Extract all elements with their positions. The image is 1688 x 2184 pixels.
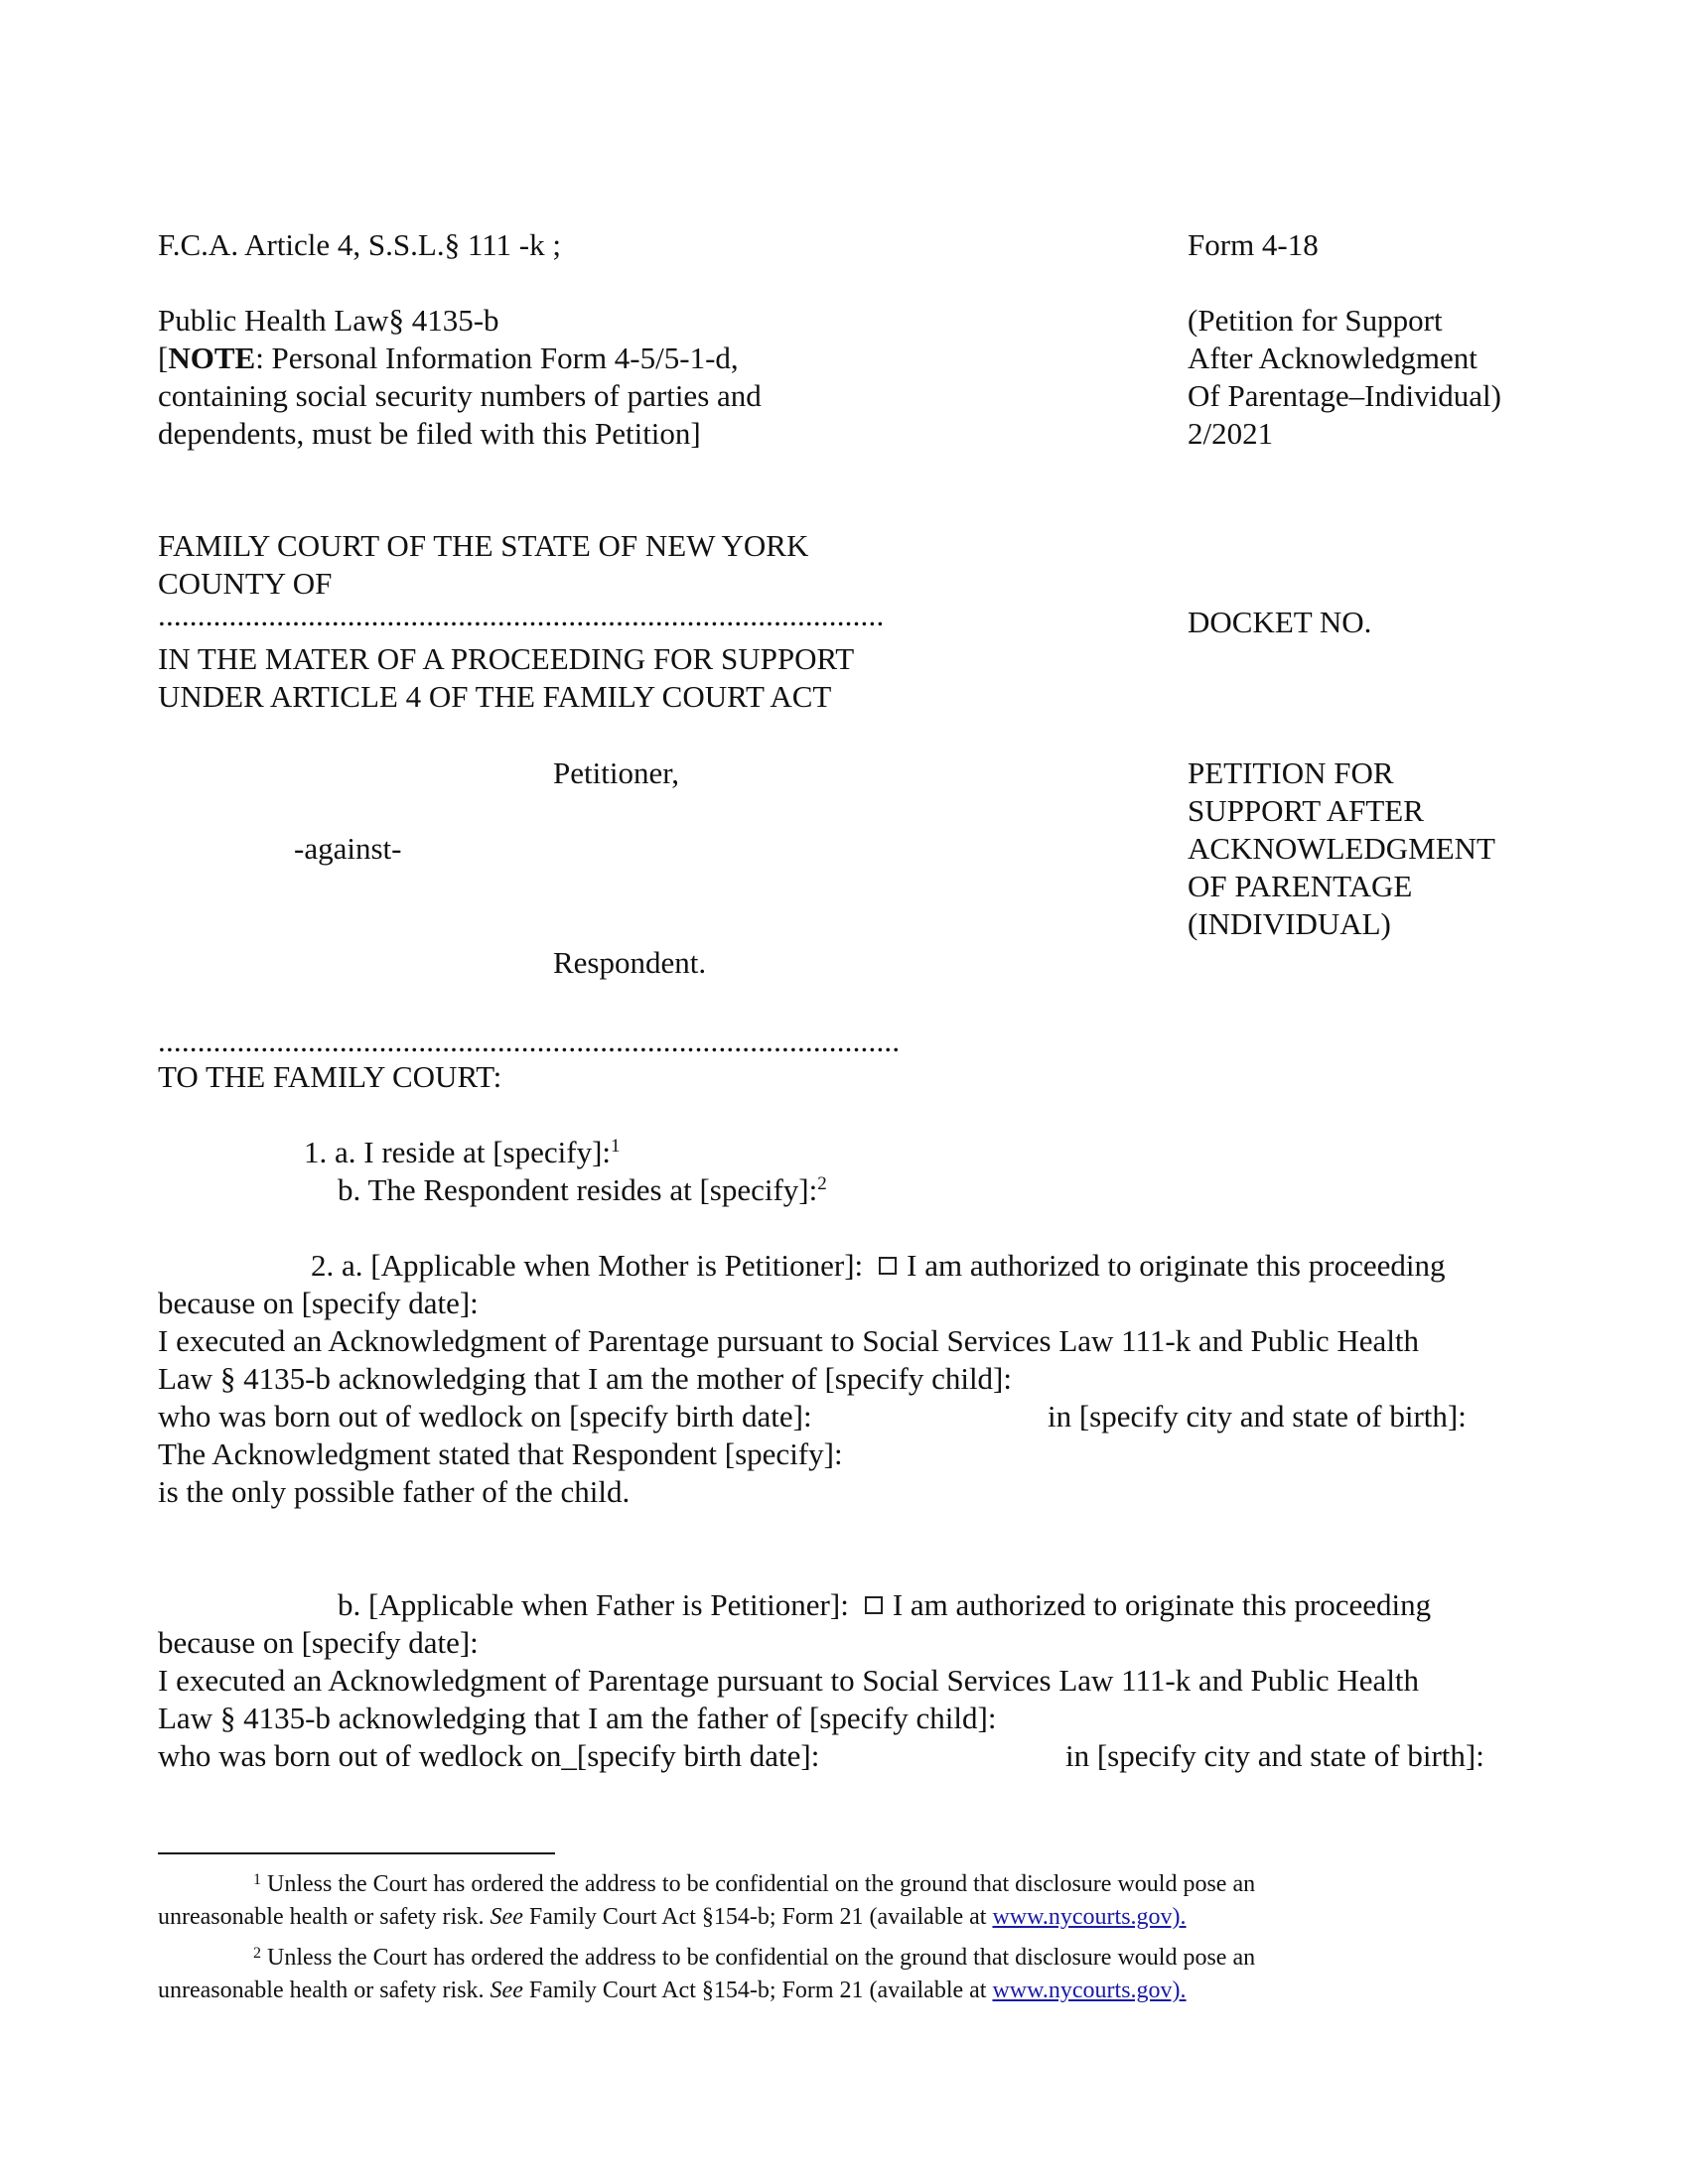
para-1b: b. The Respondent resides at [specify]:$^2$ — [338, 1172, 827, 1207]
petition-title-line: PETITION FOR — [1188, 755, 1394, 790]
petition-title-line: (INDIVIDUAL) — [1188, 906, 1391, 941]
caption-dotted-line-bottom: .............................................................................................. — [158, 1024, 901, 1058]
public-health-law: Public Health Law§ 4135-b — [158, 303, 499, 338]
note-line-2: containing social security numbers of parties and — [158, 378, 762, 413]
petition-title-line: OF PARENTAGE — [1188, 869, 1413, 903]
petition-title-line: SUPPORT AFTER — [1188, 793, 1424, 828]
matter-line-1: IN THE MATER OF A PROCEEDING FOR SUPPORT — [158, 641, 855, 676]
footnote-2: $^2$ Unless the Court has ordered the address to be confidential on the ground that disclosure would pose an unreasonable health or safety risk. See Family Court Act §154-b; Form 21 (available at www.nycourts.gov). — [158, 1945, 1256, 2003]
nycourts-link[interactable]: www.nycourts.gov). — [992, 1978, 1187, 2003]
birth-line: who was born out of wedlock on [specify birth date]: in [specify city and state of birth]: — [158, 1399, 1467, 1433]
form-number: Form 4-18 — [1188, 227, 1319, 262]
para-2a-lead: 2. a. [Applicable when Mother is Petitioner]: I am authorized to originate this proceeding — [311, 1248, 1446, 1283]
form-desc-line: After Acknowledgment — [1188, 341, 1477, 375]
mother-authorized-checkbox[interactable] — [879, 1257, 897, 1275]
footnote-ref-1: 1 — [611, 1136, 621, 1157]
form-desc-line: (Petition for Support — [1188, 303, 1443, 338]
note-line-1: [NOTE: Personal Information Form 4-5/5-1-d, — [158, 341, 739, 375]
para-2b-body: because on [specify date]: I executed an Acknowledgment of Parentage pursuant to Social Services Law 111-k and Public Health Law § 4135-b acknowledging that I am the father of [specify child]: who was born out of wedlock on_[specify birth date]: in [specify city and state of birth]: — [158, 1625, 1484, 1773]
form-description — [1188, 302, 1501, 453]
matter-line-2: UNDER ARTICLE 4 OF THE FAMILY COURT ACT — [158, 679, 832, 714]
matter-heading — [158, 640, 854, 716]
header-left-block — [158, 302, 762, 453]
statute-citation: F.C.A. Article 4, S.S.L.§ 111 -k ; — [158, 227, 561, 262]
court-name: FAMILY COURT OF THE STATE OF NEW YORK — [158, 528, 809, 563]
county-label: COUNTY OF — [158, 566, 333, 601]
footnote-separator — [158, 1852, 555, 1854]
petitioner-label: Petitioner, — [553, 755, 680, 790]
para-2b-lead: b. [Applicable when Father is Petitioner]: I am authorized to originate this proceeding — [338, 1587, 1432, 1622]
form-revision-date: 2/2021 — [1188, 416, 1274, 451]
father-authorized-checkbox[interactable] — [865, 1596, 883, 1614]
form-desc-line: Of Parentage–Individual) — [1188, 378, 1501, 413]
para-2a-body: because on [specify date]: I executed an Acknowledgment of Parentage pursuant to Social Services Law 111-k and Public Health Law § 4135-b acknowledging that I am the mother of [specify child]: who was born out of wedlock on [specify birth date]: in [specify city and state of birth]: The Acknowledgment stated that Respondent [specify]: is the only possible father of the child. — [158, 1286, 1467, 1509]
footnote-ref-2: 2 — [817, 1173, 827, 1194]
court-heading — [158, 527, 808, 603]
note-line-3: dependents, must be filed with this Petition] — [158, 416, 701, 451]
footnote-1: $^1$ Unless the Court has ordered the address to be confidential on the ground that disclosure would pose an unreasonable health or safety risk. See Family Court Act §154-b; Form 21 (available at www.nycourts.gov). — [158, 1871, 1256, 1930]
petition-title-line: ACKNOWLEDGMENT — [1188, 831, 1495, 866]
to-family-court: TO THE FAMILY COURT: — [158, 1059, 502, 1094]
docket-number-label: DOCKET NO. — [1188, 605, 1372, 639]
petition-title — [1188, 754, 1495, 943]
note-label: NOTE — [168, 341, 256, 375]
caption-dotted-line: ............................................................................................ — [158, 598, 885, 632]
against-label: -against- — [294, 831, 402, 866]
nycourts-link[interactable]: www.nycourts.gov). — [992, 1904, 1187, 1930]
para-1a: 1. a. I reside at [specify]:$^1$ — [304, 1135, 621, 1169]
birth-line: who was born out of wedlock on_[specify birth date]: in [specify city and state of birth]: — [158, 1738, 1484, 1773]
respondent-label: Respondent. — [553, 945, 707, 980]
